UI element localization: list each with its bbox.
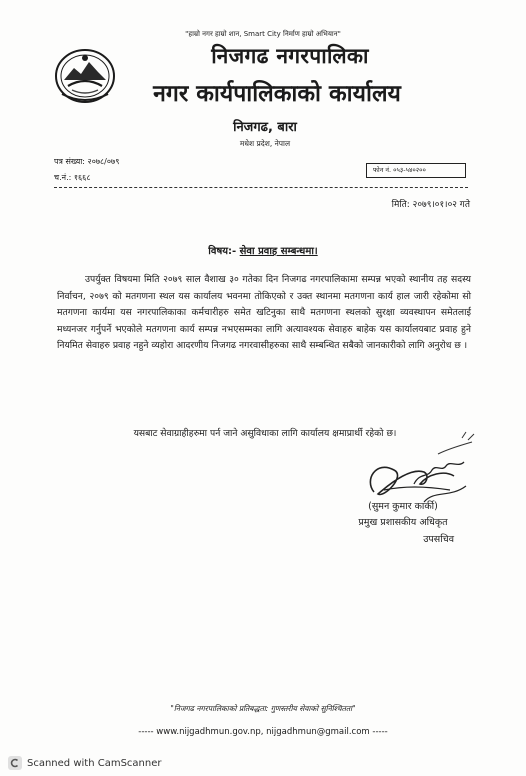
phone-number-box: फोन नं. ०५३-५४०२००: [366, 163, 466, 178]
signer-title: प्रमुख प्रशासकीय अधिकृत: [358, 517, 448, 528]
letter-body: उपर्युक्त विषयमा मिति २०७९ साल वैशाख ३० गतेका दिन निजगढ नगरपालिकामा सम्पन्न भएको स्थानीय तह सदस्य निर्वाचन, २०७९ को मतगणना स्थल यस कार्यालय भवनमा तोकिएको र उक्त स्थानमा मतगणना कार्य हाल जारी रहेकोमा सो मतगणना कार्यमा यस नगरपालिकाका कर्मचारीहरु समेत खटिनुका साथै मतगणना स्थलको सुरक्षा व्यवस्थापन समेतलाई मध्यनजर गर्नुपर्ने भएकोले मतगणना कार्य सम्पन्न नभएसम्मका लागि अत्यावश्यक सेवाहरु बाहेक यस कार्यालयबाट प्रवाह हुने नियमित सेवाहरु प्रवाह नहुने व्यहोरा आदरणीय निजगढ नगरवासीहरुका साथै सम्बन्धित सबैको जानकारीको लागि अनुरोध छ ।: [57, 274, 471, 352]
signer-name: (सुमन कुमार कार्की): [368, 501, 438, 512]
watermark-text: Scanned with CamScanner: [27, 757, 162, 769]
letter-date: मिति: २०७९।०१।०२ गते: [391, 200, 470, 210]
office-location: निजगढ, बारा: [233, 120, 297, 135]
letter-number: [54, 156, 119, 167]
letter-number-value: २०७८/०७९: [87, 157, 120, 166]
footer-motto: "निजगढ नगरपालिकाको प्रतिबद्धता: गुणस्तरीय सेवाको सुनिश्चितता": [170, 704, 356, 713]
subject-text: सेवा प्रवाह सम्बन्धमा।: [239, 246, 318, 257]
signer-subtitle: उपसचिव: [423, 534, 454, 545]
dispatch-number-label: च.नं.:: [54, 173, 72, 182]
letter-number-label: पत्र संख्या:: [54, 157, 85, 166]
dispatch-number-value: १६६८: [73, 173, 91, 182]
camscanner-watermark: [8, 755, 162, 771]
dispatch-number: [54, 172, 91, 183]
header-slogan: "हाम्रो नगर हाम्रो शान, Smart City निर्माण हाम्रो अभियान": [185, 30, 341, 38]
nepal-government-emblem-icon: [54, 46, 116, 104]
letter-closing: यसबाट सेवाग्राहीहरुमा पर्न जाने असुविधाका लागि कार्यालय क्षमाप्रार्थी रहेको छ।: [133, 428, 397, 439]
camscanner-icon: [8, 756, 22, 770]
office-name: नगर कार्यपालिकाको कार्यालय: [153, 81, 401, 107]
footer-contact: ----- www.nijgadhmun.gov.np, nijgadhmun@gmail.com -----: [138, 727, 388, 737]
letter-subject: [0, 243, 526, 257]
office-province: मधेश प्रदेश, नेपाल: [239, 139, 291, 148]
subject-label: विषय:-: [208, 246, 237, 257]
header-divider: [54, 187, 468, 188]
org-name: निजगढ नगरपालिका: [211, 44, 369, 68]
